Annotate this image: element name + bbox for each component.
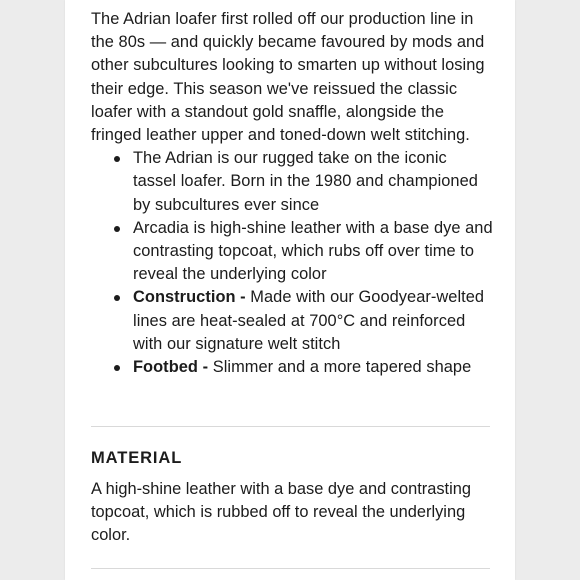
material-heading: MATERIAL	[91, 449, 183, 467]
material-description: A high-shine leather with a base dye and contrasting topcoat, which is rubbed off to reveal the underlying color.	[91, 480, 471, 545]
product-description	[91, 8, 493, 379]
feature-text: Arcadia is high-shine leather with a base dye and contrasting topcoat, which rubs off over time to reveal the underlying color	[133, 218, 493, 284]
bullet-icon	[114, 365, 120, 371]
list-item	[133, 356, 493, 379]
list-item	[133, 217, 493, 287]
section-divider	[91, 426, 490, 427]
list-item	[133, 147, 493, 217]
description-intro: The Adrian loafer first rolled off our production line in the 80s — and quickly became favoured by mods and other subcultures looking to smarten up without losing their edge. This season we've reissued the classic loafer with a standout gold snaffle, alongside the fringed leather upper and toned-down welt stitching.	[91, 10, 485, 145]
list-item	[133, 286, 493, 356]
feature-list	[91, 147, 493, 379]
feature-text: The Adrian is our rugged take on the iconic tassel loafer. Born in the 1980 and championed by subcultures ever since	[133, 149, 478, 214]
feature-text: Made with our Goodyear-welted lines are heat-sealed at 700°C and reinforced with our signature welt stitch	[133, 288, 485, 353]
bullet-icon	[114, 226, 120, 232]
feature-text: Slimmer and a more tapered shape	[208, 358, 472, 377]
bullet-icon	[114, 295, 120, 301]
feature-label: Construction -	[133, 288, 246, 307]
bullet-icon	[114, 156, 120, 162]
feature-label: Footbed -	[133, 358, 209, 377]
section-divider	[91, 568, 490, 569]
